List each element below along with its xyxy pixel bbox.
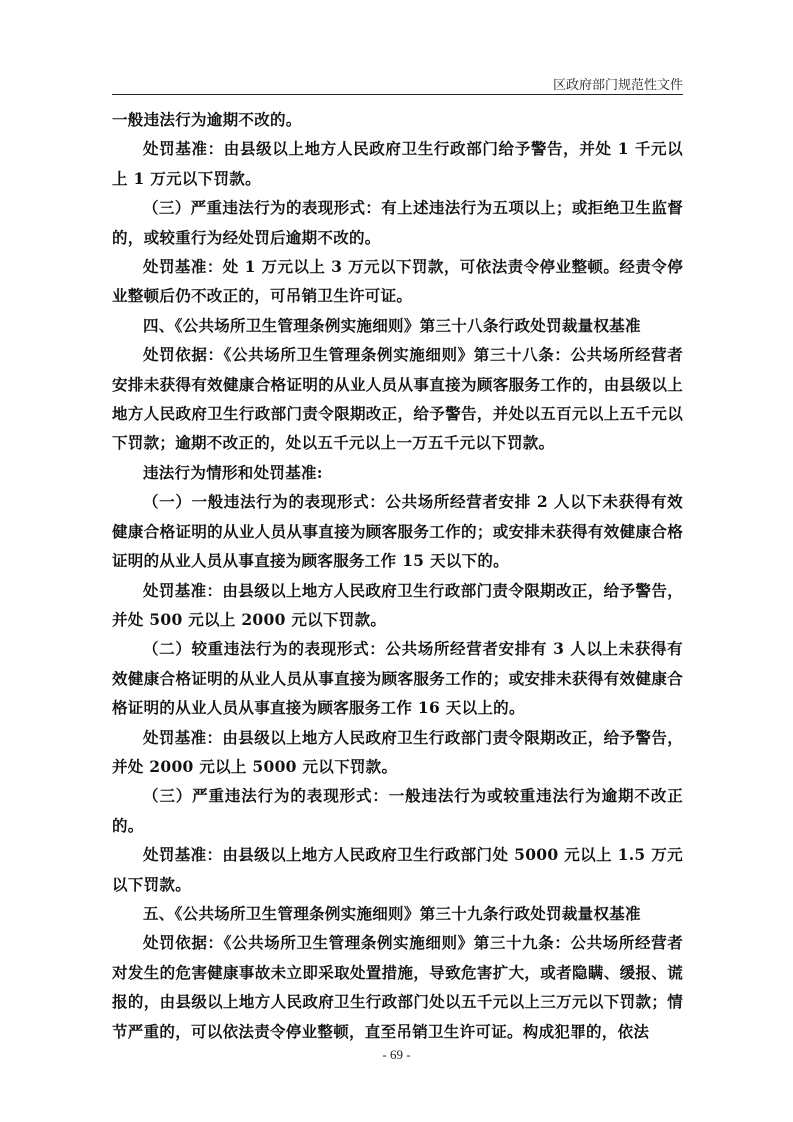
paragraph: 处罚基准：由县级以上地方人民政府卫生行政部门处 5000 元以上 1.5 万元以下罚款。: [112, 845, 683, 894]
section-heading: 四、《公共场所卫生管理条例实施细则》第三十八条行政处罚裁量权基准: [143, 315, 641, 335]
page-number: - 69 -: [382, 1047, 411, 1062]
paragraph: （三）严重违法行为的表现形式：一般违法行为或较重违法行为逾期不改正的。: [112, 786, 683, 835]
paragraph: 处罚依据：《公共场所卫生管理条例实施细则》第三十八条：公共场所经营者安排未获得有效健康合格证明的从业人员从事直接为顾客服务工作的，由县级以上地方人民政府卫生行政部门责令限期改正，给予警告，并处以五百元以上五千元以下罚款；逾期不改正的，处以五千元以上一万五千元以下罚款。: [112, 345, 683, 453]
paragraph: （二）较重违法行为的表现形式：公共场所经营者安排有 3 人以上未获得有效健康合格证明的从业人员从事直接为顾客服务工作的；或安排未获得有效健康合格证明的从业人员从事直接为顾客服务工作 16 天以上的。: [112, 639, 683, 718]
section-heading: 五、《公共场所卫生管理条例实施细则》第三十九条行政处罚裁量权基准: [143, 903, 641, 923]
paragraph: 处罚基准：由县级以上地方人民政府卫生行政部门责令限期改正，给予警告，并处 500 元以上 2000 元以下罚款。: [112, 580, 683, 629]
paragraph: 处罚基准：处 1 万元以上 3 万元以下罚款，可依法责令停业整顿。经责令停业整顿后仍不改正的，可吊销卫生许可证。: [112, 257, 683, 306]
page-header: [112, 70, 683, 95]
paragraph: 处罚基准：由县级以上地方人民政府卫生行政部门给予警告，并处 1 千元以上 1 万元以下罚款。: [112, 139, 683, 188]
paragraph: 处罚依据：《公共场所卫生管理条例实施细则》第三十九条：公共场所经营者对发生的危害健康事故未立即采取处置措施，导致危害扩大，或者隐瞒、缓报、谎报的，由县级以上地方人民政府卫生行政部门处以五千元以上三万元以下罚款；情节严重的，可以依法责令停业整顿，直至吊销卫生许可证。构成犯罪的，依法: [112, 933, 683, 1041]
paragraph: （三）严重违法行为的表现形式：有上述违法行为五项以上；或拒绝卫生监督的，或较重行为经处罚后逾期不改的。: [112, 198, 683, 247]
paragraph: 处罚基准：由县级以上地方人民政府卫生行政部门责令限期改正，给予警告，并处 2000 元以上 5000 元以下罚款。: [112, 727, 683, 776]
document-body: [112, 105, 683, 1046]
paragraph: 违法行为情形和处罚基准:: [143, 462, 323, 482]
paragraph: 一般违法行为逾期不改的。: [112, 110, 302, 129]
paragraph: （一）一般违法行为的表现形式：公共场所经营者安排 2 人以下未获得有效健康合格证明的从业人员从事直接为顾客服务工作的；或安排未获得有效健康合格证明的从业人员从事直接为顾客服务工作 15 天以下的。: [112, 492, 683, 571]
header-title: 区政府部门规范性文件: [552, 78, 683, 93]
